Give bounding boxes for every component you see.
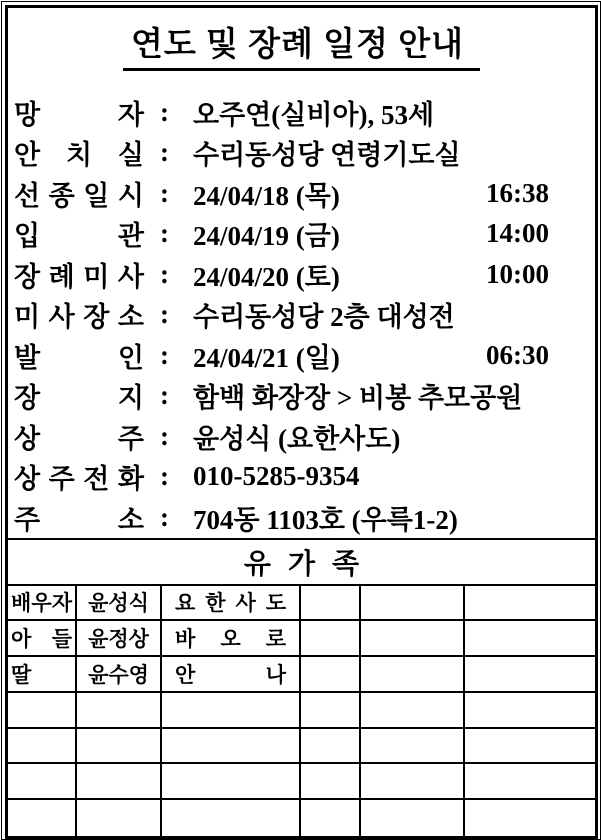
family-cell (162, 621, 301, 657)
info-label (14, 295, 144, 334)
info-label (14, 133, 144, 172)
char: 입 (14, 221, 41, 252)
info-value: 24/04/19 (금) (193, 221, 340, 252)
info-label (14, 417, 144, 456)
info-label (14, 336, 144, 375)
char: 바 (175, 627, 196, 652)
info-time: 06:30 (486, 339, 549, 370)
info-value: 24/04/18 (목) (193, 180, 340, 211)
info-value: 704동 1103호 (우륵1-2) (193, 504, 458, 535)
info-value: 수리동성당 2층 대성전 (193, 302, 455, 333)
char: 종 (48, 180, 75, 211)
char: 가 (287, 548, 316, 580)
family-cell-empty (465, 621, 595, 657)
family-cell: 윤정상 (77, 621, 162, 657)
info-colon: : (160, 258, 169, 289)
info-colon: : (160, 96, 169, 127)
info-row (14, 214, 595, 255)
char: 상 (14, 464, 41, 495)
info-value: 함백 화장장 > 비봉 추모공원 (193, 383, 523, 414)
info-label (14, 457, 144, 496)
info-colon: : (160, 461, 169, 492)
char: 발 (14, 342, 41, 373)
char: 안 (14, 140, 41, 171)
family-cell-empty (301, 693, 361, 729)
family-cell-empty (8, 729, 77, 765)
family-cell-empty (301, 729, 361, 765)
char: 관 (117, 221, 144, 252)
info-value: 오주연(실비아), 53세 (193, 99, 435, 130)
family-cell-empty (162, 729, 301, 765)
family-cell-empty (162, 693, 301, 729)
char: 소 (117, 302, 144, 333)
char: 전 (83, 464, 110, 495)
title-wrap (8, 18, 595, 84)
info-value: 24/04/21 (일) (193, 342, 340, 373)
char: 아 (11, 627, 32, 652)
family-cell-empty (301, 800, 361, 836)
char: 상 (14, 423, 41, 454)
info-row (14, 376, 595, 417)
char: 인 (117, 342, 144, 373)
family-cell-empty (162, 764, 301, 800)
info-colon: : (160, 218, 169, 249)
info-row (14, 335, 595, 376)
char: 도 (265, 591, 286, 616)
info-value: 윤성식 (요한사도) (193, 423, 401, 454)
char: 례 (48, 261, 75, 292)
family-cell-empty (77, 693, 162, 729)
info-row (14, 497, 595, 538)
family-cell-empty (465, 586, 595, 622)
family-cell-empty (361, 729, 465, 765)
char: 지 (117, 383, 144, 414)
family-cell-empty (8, 764, 77, 800)
char: 우 (31, 591, 52, 616)
char: 시 (117, 180, 144, 211)
info-row (14, 133, 595, 174)
char: 화 (117, 464, 144, 495)
char: 자 (51, 591, 72, 616)
family-cell-empty (361, 621, 465, 657)
char: 주 (48, 464, 75, 495)
family-cell-empty (361, 764, 465, 800)
char: 장 (83, 302, 110, 333)
info-time: 10:00 (486, 258, 549, 289)
char: 사 (235, 591, 256, 616)
info-label (14, 174, 144, 213)
char: 사 (117, 261, 144, 292)
info-row (14, 173, 595, 214)
schedule-info-section (8, 92, 595, 538)
char: 사 (48, 302, 75, 333)
info-row (14, 457, 595, 498)
char: 실 (117, 140, 144, 171)
char: 딸 (11, 662, 32, 687)
info-row (14, 92, 595, 133)
info-colon: : (160, 420, 169, 451)
family-cell-empty (361, 586, 465, 622)
info-time: 16:38 (486, 177, 549, 208)
family-cell (8, 586, 77, 622)
char: 배 (11, 591, 32, 616)
char: 장 (14, 261, 41, 292)
family-cell-empty (361, 693, 465, 729)
char: 망 (14, 99, 41, 130)
family-cell: 윤수영 (77, 657, 162, 693)
family-cell: 윤성식 (77, 586, 162, 622)
char: 소 (117, 504, 144, 535)
char: 유 (243, 548, 271, 580)
family-cell (8, 657, 77, 693)
char: 장 (14, 383, 41, 414)
inner-border-frame (5, 5, 598, 839)
info-label (14, 214, 144, 253)
char: 족 (332, 548, 360, 580)
family-cell-empty (465, 800, 595, 836)
info-colon: : (160, 177, 169, 208)
family-cell-empty (465, 764, 595, 800)
family-cell-empty (162, 800, 301, 836)
family-cell-empty (77, 764, 162, 800)
info-label (14, 498, 144, 537)
char: 미 (83, 261, 110, 292)
info-colon: : (160, 137, 169, 168)
family-cell-empty (361, 800, 465, 836)
family-section (8, 538, 595, 837)
family-cell-empty (301, 586, 361, 622)
char: 자 (117, 99, 144, 130)
char: 오 (220, 627, 241, 652)
char: 치 (65, 140, 93, 171)
char: 들 (51, 627, 72, 652)
family-cell (8, 621, 77, 657)
info-row (14, 254, 595, 295)
info-colon: : (160, 380, 169, 411)
family-cell-empty (301, 764, 361, 800)
family-cell-empty (77, 800, 162, 836)
info-value: 수리동성당 연령기도실 (193, 140, 461, 171)
family-cell (162, 657, 301, 693)
family-cell-empty (301, 621, 361, 657)
info-time: 14:00 (486, 218, 549, 249)
info-label (14, 376, 144, 415)
family-cell-empty (361, 657, 465, 693)
char: 미 (14, 302, 41, 333)
family-cell-empty (465, 729, 595, 765)
page-title: 연도 및 장례 일정 안내 (123, 18, 480, 71)
char: 주 (14, 504, 41, 535)
info-label (14, 93, 144, 132)
char: 일 (83, 180, 110, 211)
char: 선 (14, 180, 41, 211)
char: 안 (175, 662, 196, 687)
family-cell-empty (465, 657, 595, 693)
info-value: 010-5285-9354 (193, 461, 360, 492)
family-cell-empty (77, 729, 162, 765)
info-colon: : (160, 299, 169, 330)
family-cell-empty (8, 800, 77, 836)
family-cell-empty (8, 693, 77, 729)
family-cell-empty (465, 693, 595, 729)
char: 로 (265, 627, 286, 652)
char: 요 (175, 591, 196, 616)
family-section-title (8, 540, 595, 584)
family-cell (162, 586, 301, 622)
info-colon: : (160, 339, 169, 370)
family-table (8, 584, 595, 837)
info-value: 24/04/20 (토) (193, 261, 340, 292)
info-label (14, 255, 144, 294)
info-row (14, 416, 595, 457)
info-row (14, 295, 595, 336)
family-cell-empty (301, 657, 361, 693)
char: 나 (265, 662, 286, 687)
info-colon: : (160, 501, 169, 532)
char: 한 (205, 591, 226, 616)
char: 주 (117, 423, 144, 454)
